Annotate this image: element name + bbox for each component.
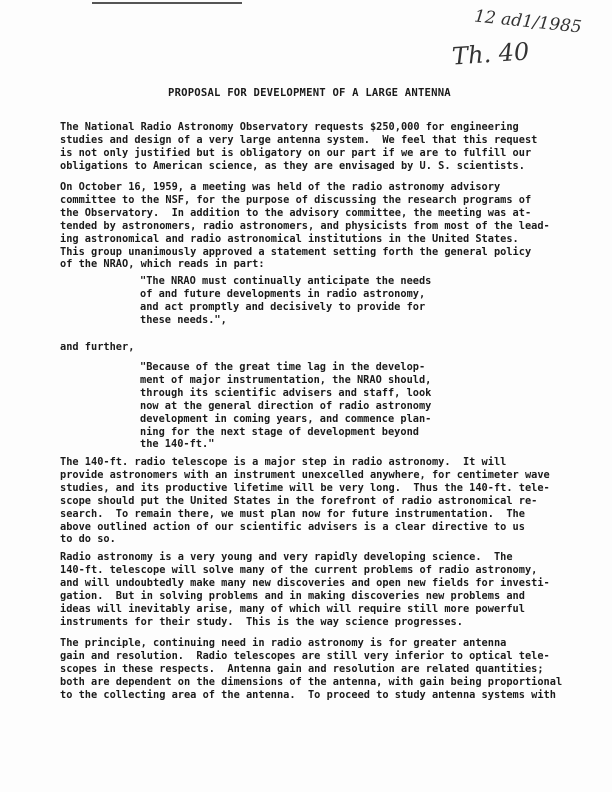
document-title: PROPOSAL FOR DEVELOPMENT OF A LARGE ANTENNA [168, 87, 451, 99]
connector-text: and further, [60, 341, 135, 353]
paragraph-young-science: Radio astronomy is a very young and very rapidly developing science. The 140-ft. telescope will solve many of the current problems of radio astronomy, and will undoubtedly make many new discoveries and open new fields for investi- gation. But in solving problems and in making discoveries new problems and ideas will inevitably arise, many of which will require still more powerful instruments for their study. This is the way science progresses. [60, 551, 550, 628]
block-quote-time-lag: "Because of the great time lag in the develop- ment of major instrumentation, the NRAO should, through its scientific advisers and staff, look now at the general direction of radio astronomy development in coming years, and commence plan- ning for the next stage of development beyond the 140-ft." [140, 361, 432, 451]
handwritten-annotation-top-right: 12 ad1/1985 [473, 6, 583, 38]
top-edge-rule [92, 2, 242, 4]
paragraph-meeting: On October 16, 1959, a meeting was held of the radio astronomy advisory committee to the NSF, for the purpose of discussing the research programs of the Observatory. In addition to the advisory committee, the meeting was at- tended by astronomers, radio astronomers, and physicists from most of the lead- ing astronomical and radio astronomical institutions in the United States. This group unanimously approved a statement setting forth the general policy of the NRAO, which reads in part: [60, 181, 550, 271]
paragraph-request: The National Radio Astronomy Observatory requests $250,000 for engineering studies and design of a very large antenna system. We feel that this request is not only justified but is obligatory on our part if we are to fulfill our obligations to American science, as they are envisaged by U. S. scientists. [60, 121, 538, 172]
handwritten-initials: Th. 40 [451, 37, 531, 71]
paragraph-140ft-telescope: The 140-ft. radio telescope is a major step in radio astronomy. It will provide astronomers with an instrument unexcelled anywhere, for centimeter wave studies, and its productive lifetime will be very long. Thus the 140-ft. tele- scope should put the United States in the forefront of radio astronomical re- search. To remain there, we must plan now for future instrumentation. The above outlined action of our scientific advisers is a clear directive to us to do so. [60, 456, 550, 546]
block-quote-policy: "The NRAO must continually anticipate the needs of and future developments in radio astronomy, and act promptly and decisively to provide for these needs.", [140, 275, 432, 326]
paragraph-antenna-gain: The principle, continuing need in radio astronomy is for greater antenna gain and resolution. Radio telescopes are still very inferior to optical tele- scopes in these respects. Antenna gain and resolution are related quantities; both are dependent on the dimensions of the antenna, with gain being proportional to the collecting area of the antenna. To proceed to study antenna systems with [60, 637, 563, 701]
